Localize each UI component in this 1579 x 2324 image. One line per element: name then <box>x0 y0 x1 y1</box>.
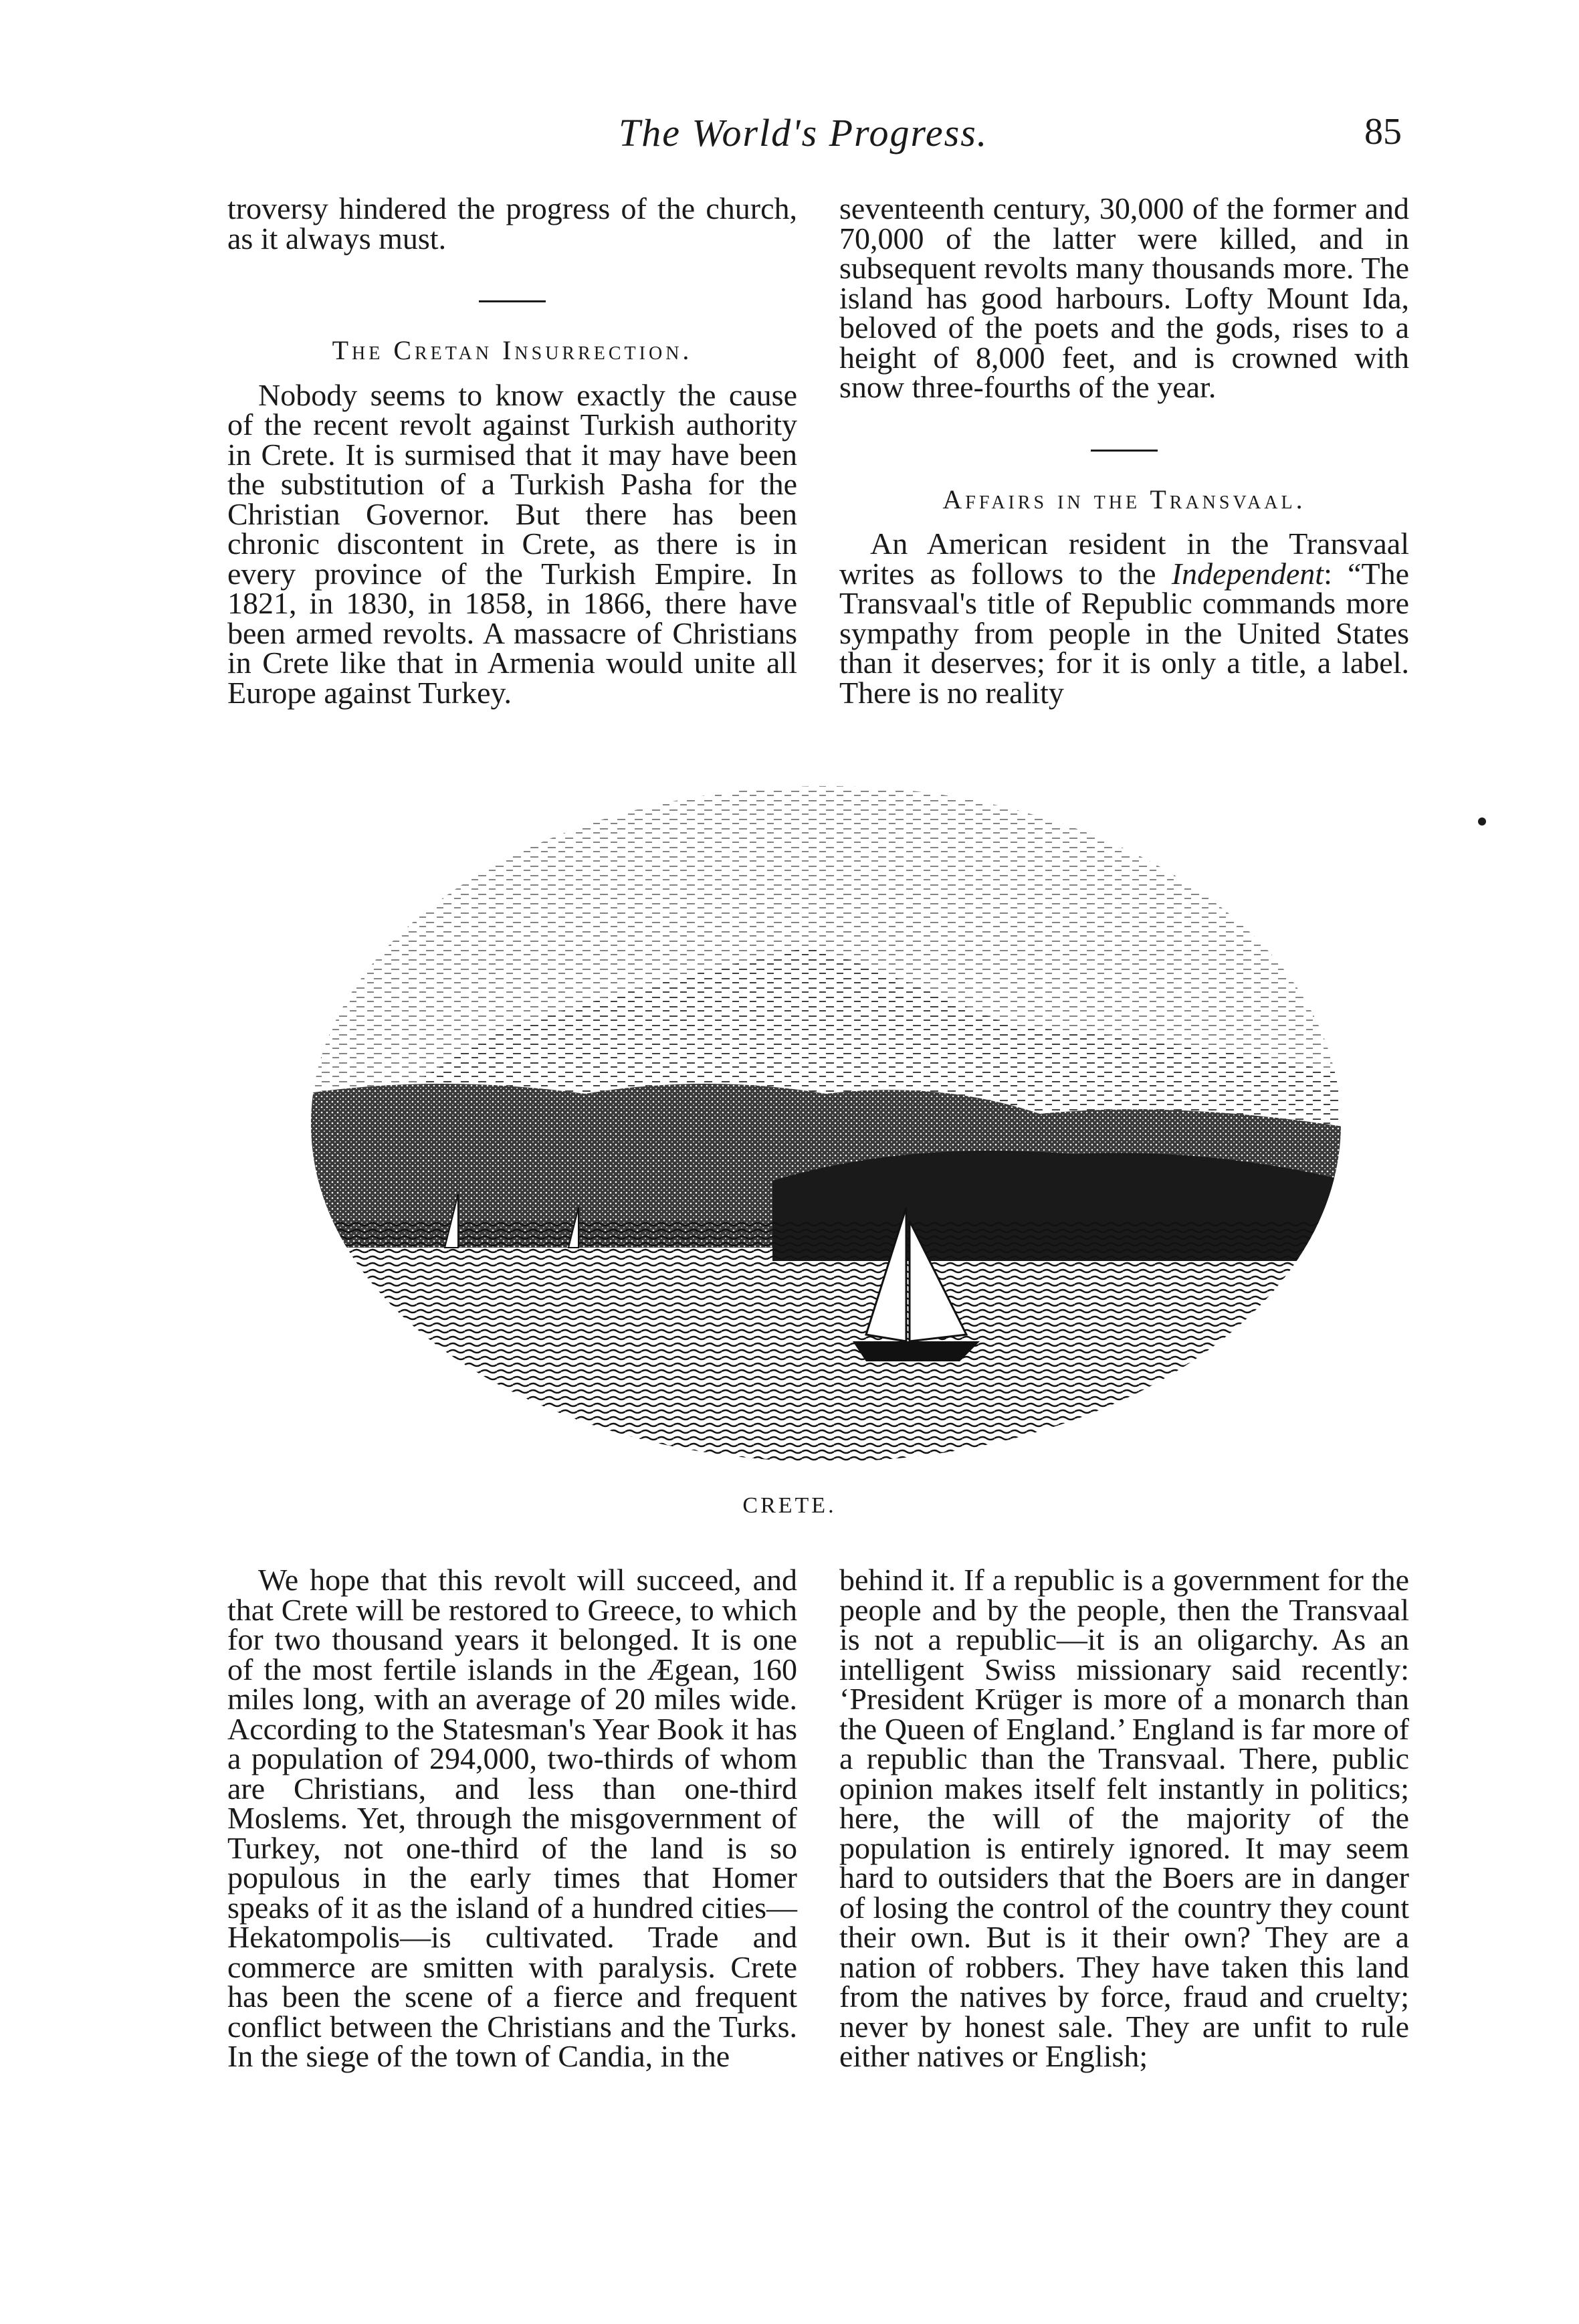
section-divider <box>479 300 546 302</box>
ink-speck <box>1478 817 1486 826</box>
paragraph <box>839 526 1409 710</box>
page-number: 85 <box>1364 111 1402 153</box>
paragraph-lead: An American resident in the Transvaal writes as follows to the <box>839 526 1409 591</box>
column-bottom-right <box>839 1565 1409 2072</box>
crete-engraving <box>304 779 1348 1468</box>
page-header <box>0 110 1579 164</box>
column-top-right <box>839 191 1409 710</box>
column-bottom-left <box>227 1565 797 2072</box>
continued-paragraph: troversy hindered the progress of the church, as it always must. <box>227 191 797 256</box>
paragraph-continuation: behind it. If a republic is a government for the people and by the people, then the Transvaal is not a republic—it is an oligarchy. As an intelligent Swiss missionary said recently: ‘President Krüger is more of a monarch than the Queen of England.’ England is far more of a republic than the Transvaal. There, public opinion makes itself felt instantly in politics; here, the will of the majority of the population is entirely ignored. It may seem hard to outsiders that the Boers are in danger of losing the control of the country they count their own. But is it their own? They are a nation of robbers. They have taken this land from the natives by force, fraud and cruelty; never by honest sale. They are unfit to rule either natives or English; <box>839 1563 1409 2073</box>
section-heading-cretan: The Cretan Insurrection. <box>332 335 693 365</box>
paragraph: We hope that this revolt will succeed, and that Crete will be restored to Greece, to which for two thousand years it belonged. It is one of the most fertile islands in the Ægean, 160 miles long, with an average of 20 miles wide. According to the Statesman's Year Book it has a population of 294,000, two-thirds of whom are Christians, and less than one-third Moslems. Yet, through the misgovernment of Turkey, not one-third of the land is so populous in the early times that Homer speaks of it as the island of a hundred cities—Hekatompolis—is cultivated. Trade and commerce are smitten with paralysis. Crete has been the scene of a fierce and frequent conflict between the Christians and the Turks. In the siege of the town of Candia, in the <box>227 1563 797 2073</box>
section-heading-transvaal: Affairs in the Transvaal. <box>942 484 1306 514</box>
paragraph: Nobody seems to know exactly the cause of the recent revolt against Turkish authority in Crete. It is surmised that it may have been the substitution of a Turkish Pasha for the Christian Governor. But there has been chronic discontent in Crete, as there is in every province of the Turkish Empire. In 1821, in 1830, in 1858, in 1866, there have been armed revolts. A massacre of Christians in Crete like that in Armenia would unite all Europe against Turkey. <box>227 377 797 710</box>
section-divider <box>1091 450 1158 452</box>
paragraph-continuation: seventeenth century, 30,000 of the former and 70,000 of the latter were killed, and in subsequent revolts many thousands more. The island has good harbours. Lofty Mount Ida, beloved of the poets and the gods, rises to a height of 8,000 feet, and is crowned with snow three-fourths of the year. <box>839 191 1409 404</box>
column-top-left <box>227 191 797 710</box>
journal-title: Independent <box>1171 556 1324 591</box>
running-title: The World's Progress. <box>619 111 988 155</box>
paragraph-rest: : “The Transvaal's title of Republic commands more sympathy from people in the United States than it deserves; for it is only a title, a label. There is no reality <box>839 556 1409 710</box>
illustration-caption: CRETE. <box>742 1493 837 1518</box>
